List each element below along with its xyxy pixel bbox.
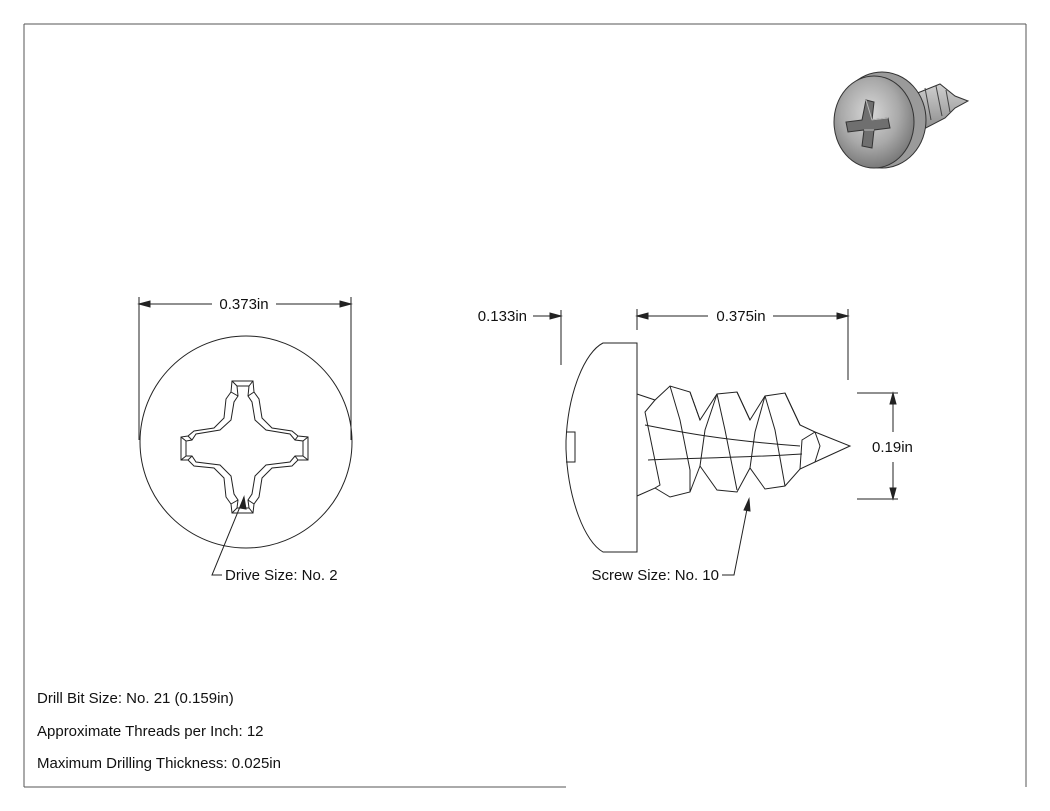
max-thickness-note: Maximum Drilling Thickness: 0.025in [37, 755, 281, 772]
drive-size-leader [212, 497, 246, 575]
phillips-recess [181, 381, 308, 513]
side-view [566, 343, 850, 552]
head-outline [140, 336, 352, 548]
length-label: 0.375in [716, 308, 766, 325]
head-profile [566, 343, 637, 552]
screw-size-leader [722, 499, 750, 575]
drive-size-callout: Drive Size: No. 2 [225, 567, 338, 584]
drill-bit-note: Drill Bit Size: No. 21 (0.159in) [37, 690, 234, 707]
thread-diameter-label: 0.19in [872, 439, 913, 456]
head-height-dimension [533, 310, 561, 365]
isometric-thumbnail [834, 72, 968, 168]
front-view [140, 336, 352, 548]
head-diameter-label: 0.373in [219, 296, 269, 313]
threads-per-inch-note: Approximate Threads per Inch: 12 [37, 723, 264, 740]
head-diameter-dimension [139, 297, 351, 440]
screw-size-callout: Screw Size: No. 10 [591, 567, 719, 584]
head-height-label: 0.133in [477, 308, 527, 325]
